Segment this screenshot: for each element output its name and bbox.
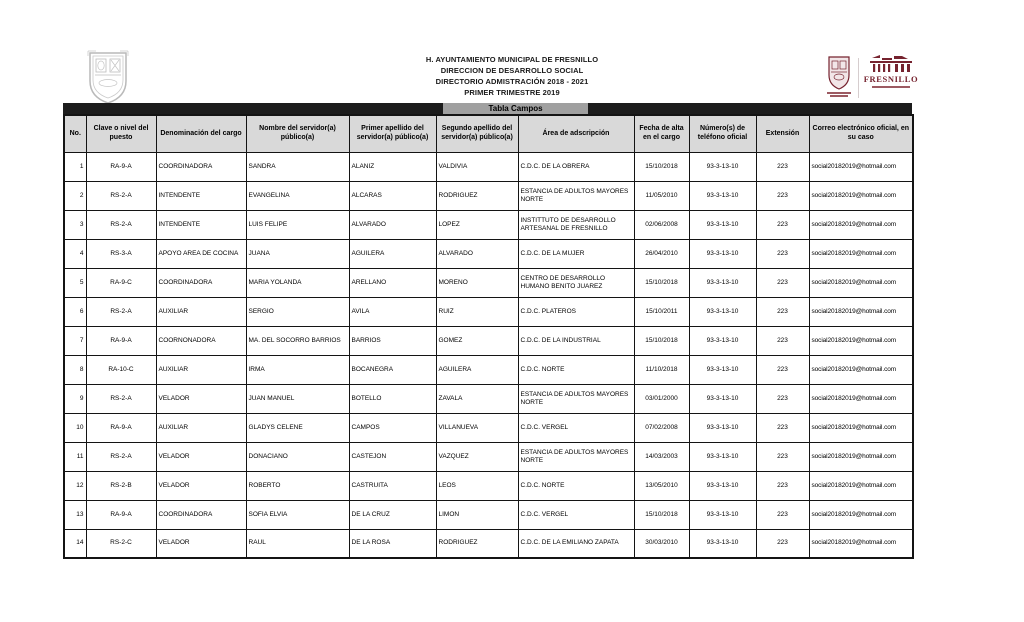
table-cell: 93-3-13-10 [689, 413, 756, 442]
table-row [64, 529, 913, 558]
table-cell: RS-2-B [86, 471, 156, 500]
table-cell: GLADYS CELENE [246, 413, 349, 442]
table-cell: RS-2-A [86, 384, 156, 413]
table-cell: BOTELLO [349, 384, 436, 413]
table-cell: JUANA [246, 239, 349, 268]
table-cell: RS-2-A [86, 442, 156, 471]
table-cell: social20182019@hotmail.com [809, 500, 913, 529]
table-cell: RA-10-C [86, 355, 156, 384]
table-cell: C.D.C. DE LA INDUSTRIAL [518, 326, 634, 355]
table-cell: 93-3-13-10 [689, 384, 756, 413]
table-cell: RODRIGUEZ [436, 529, 518, 558]
table-cell: 15/10/2018 [634, 500, 689, 529]
table-cell: 223 [756, 384, 809, 413]
table-cell: GOMEZ [436, 326, 518, 355]
column-header: Correo electrónico oficial, en su caso [809, 115, 913, 152]
table-cell: 11 [64, 442, 86, 471]
table-cell: 93-3-13-10 [689, 326, 756, 355]
table-cell: social20182019@hotmail.com [809, 384, 913, 413]
table-cell: ESTANCIA DE ADULTOS MAYORES NORTE [518, 384, 634, 413]
table-cell: ROBERTO [246, 471, 349, 500]
table-cell: JUAN MANUEL [246, 384, 349, 413]
table-cell: INSTITTUTO DE DESARROLLO ARTESANAL DE FRESNILLO [518, 210, 634, 239]
table-cell: ALCARAS [349, 181, 436, 210]
table-cell: 15/10/2011 [634, 297, 689, 326]
table-row [64, 297, 913, 326]
table-cell: 13/05/2010 [634, 471, 689, 500]
table-row [64, 152, 913, 181]
table-cell: CAMPOS [349, 413, 436, 442]
header-logos [824, 55, 920, 107]
table-cell: LEOS [436, 471, 518, 500]
table-cell: RA-9-A [86, 326, 156, 355]
table-cell: COORDINADORA [156, 500, 246, 529]
table-cell: CASTEJON [349, 442, 436, 471]
table-cell: 5 [64, 268, 86, 297]
table-cell: BARRIOS [349, 326, 436, 355]
table-cell: 26/04/2010 [634, 239, 689, 268]
table-cell: 93-3-13-10 [689, 152, 756, 181]
column-header: Denominación del cargo [156, 115, 246, 152]
column-header: Clave o nivel del puesto [86, 115, 156, 152]
table-cell: DE LA CRUZ [349, 500, 436, 529]
table-cell: CASTRUITA [349, 471, 436, 500]
table-cell: ZAVALA [436, 384, 518, 413]
table-cell: VELADOR [156, 384, 246, 413]
table-cell: 223 [756, 355, 809, 384]
crest-caption-line [830, 95, 848, 97]
table-cell: 15/10/2018 [634, 326, 689, 355]
table-row [64, 442, 913, 471]
table-cell: RS-2-A [86, 210, 156, 239]
column-header: Extensión [756, 115, 809, 152]
table-cell: MORENO [436, 268, 518, 297]
table-cell: social20182019@hotmail.com [809, 326, 913, 355]
table-cell: AUXILIAR [156, 297, 246, 326]
table-cell: ALVARADO [349, 210, 436, 239]
table-row [64, 210, 913, 239]
table-cell: AUXILIAR [156, 355, 246, 384]
table-cell: 223 [756, 413, 809, 442]
column-header: Fecha de alta en el cargo [634, 115, 689, 152]
table-cell: 14/03/2003 [634, 442, 689, 471]
table-cell: BOCANEGRA [349, 355, 436, 384]
column-header: Nombre del servidor(a) público(a) [246, 115, 349, 152]
table-cell: LUIS FELIPE [246, 210, 349, 239]
table-cell: social20182019@hotmail.com [809, 239, 913, 268]
table-cell: 10 [64, 413, 86, 442]
table-cell: 9 [64, 384, 86, 413]
table-cell: 93-3-13-10 [689, 500, 756, 529]
table-cell: ALANIZ [349, 152, 436, 181]
directory-table [63, 114, 914, 559]
table-cell: SOFIA ELVIA [246, 500, 349, 529]
table-cell: LOPEZ [436, 210, 518, 239]
table-cell: 223 [756, 181, 809, 210]
table-cell: 223 [756, 529, 809, 558]
table-cell: 03/01/2000 [634, 384, 689, 413]
table-cell: 93-3-13-10 [689, 529, 756, 558]
table-cell: 3 [64, 210, 86, 239]
fresnillo-crest-icon [824, 55, 854, 105]
column-header: No. [64, 115, 86, 152]
table-cell: SERGIO [246, 297, 349, 326]
table-cell: INTENDENTE [156, 181, 246, 210]
table-cell: COORDINADORA [156, 152, 246, 181]
table-cell: COORNONADORA [156, 326, 246, 355]
table-cell: DE LA ROSA [349, 529, 436, 558]
table-cell: 93-3-13-10 [689, 181, 756, 210]
table-cell: 223 [756, 152, 809, 181]
title-line-1: H. AYUNTAMIENTO MUNICIPAL DE FRESNILLO [425, 55, 599, 64]
table-cell: 223 [756, 239, 809, 268]
table-cell: DONACIANO [246, 442, 349, 471]
table-cell: social20182019@hotmail.com [809, 529, 913, 558]
table-cell: C.D.C. DE LA MUJER [518, 239, 634, 268]
table-cell: 93-3-13-10 [689, 471, 756, 500]
table-cell: VALDIVIA [436, 152, 518, 181]
fresnillo-building-icon [868, 55, 914, 73]
table-row [64, 268, 913, 297]
table-cell: RS-2-A [86, 297, 156, 326]
table-cell: 02/06/2008 [634, 210, 689, 239]
table-cell: ARELLANO [349, 268, 436, 297]
table-cell: SANDRA [246, 152, 349, 181]
table-caption: Tabla Campos [443, 103, 588, 114]
fresnillo-wordmark: FRESNILLO [863, 74, 919, 84]
column-header: Número(s) de teléfono oficial [689, 115, 756, 152]
table-cell: C.D.C. VERGEL [518, 500, 634, 529]
table-cell: 93-3-13-10 [689, 355, 756, 384]
table-cell: IRMA [246, 355, 349, 384]
table-cell: social20182019@hotmail.com [809, 152, 913, 181]
table-cell: 223 [756, 210, 809, 239]
table-cell: 12 [64, 471, 86, 500]
table-cell: RS-2-A [86, 181, 156, 210]
table-cell: social20182019@hotmail.com [809, 471, 913, 500]
table-cell: social20182019@hotmail.com [809, 268, 913, 297]
table-cell: 15/10/2018 [634, 268, 689, 297]
table-cell: 223 [756, 268, 809, 297]
table-row [64, 355, 913, 384]
table-row [64, 413, 913, 442]
table-cell: 13 [64, 500, 86, 529]
table-cell: COORDINADORA [156, 268, 246, 297]
table-cell: 223 [756, 500, 809, 529]
table-cell: VELADOR [156, 529, 246, 558]
table-cell: 11/05/2010 [634, 181, 689, 210]
table-cell: social20182019@hotmail.com [809, 181, 913, 210]
table-row [64, 384, 913, 413]
table-cell: ESTANCIA DE ADULTOS MAYORES NORTE [518, 442, 634, 471]
column-header: Área de adscripción [518, 115, 634, 152]
table-cell: RA-9-C [86, 268, 156, 297]
table-cell: AGUILERA [436, 355, 518, 384]
directory-table-container [63, 114, 912, 559]
table-cell: EVANGELINA [246, 181, 349, 210]
table-cell: 223 [756, 326, 809, 355]
table-cell: AVILA [349, 297, 436, 326]
logo-divider [858, 58, 859, 98]
column-header: Primer apellido del servidor(a) público(a) [349, 115, 436, 152]
table-cell: social20182019@hotmail.com [809, 297, 913, 326]
table-header-row [64, 115, 913, 152]
table-cell: 6 [64, 297, 86, 326]
table-cell: APOYO AREA DE COCINA [156, 239, 246, 268]
table-cell: RUIZ [436, 297, 518, 326]
table-caption-bar [63, 103, 912, 114]
table-cell: AGUILERA [349, 239, 436, 268]
table-cell: C.D.C. NORTE [518, 471, 634, 500]
table-cell: 93-3-13-10 [689, 239, 756, 268]
table-cell: MA. DEL SOCORRO BARRIOS [246, 326, 349, 355]
table-row [64, 500, 913, 529]
table-cell: 93-3-13-10 [689, 268, 756, 297]
table-cell: ALVARADO [436, 239, 518, 268]
table-row [64, 181, 913, 210]
table-cell: 93-3-13-10 [689, 442, 756, 471]
crest-caption-line [827, 92, 851, 94]
table-cell: RA-9-A [86, 500, 156, 529]
table-cell: social20182019@hotmail.com [809, 442, 913, 471]
table-cell: 30/03/2010 [634, 529, 689, 558]
table-cell: RODRIGUEZ [436, 181, 518, 210]
title-line-4: PRIMER TRIMESTRE 2019 [464, 88, 560, 97]
table-cell: C.D.C. DE LA OBRERA [518, 152, 634, 181]
table-cell: social20182019@hotmail.com [809, 413, 913, 442]
table-cell: LIMON [436, 500, 518, 529]
table-cell: 15/10/2018 [634, 152, 689, 181]
fresnillo-tagline-line [872, 86, 910, 88]
table-cell: C.D.C. VERGEL [518, 413, 634, 442]
table-cell: 223 [756, 442, 809, 471]
table-cell: RA-9-A [86, 413, 156, 442]
table-cell: social20182019@hotmail.com [809, 210, 913, 239]
table-cell: VELADOR [156, 442, 246, 471]
table-cell: 14 [64, 529, 86, 558]
table-cell: RA-9-A [86, 152, 156, 181]
table-cell: 93-3-13-10 [689, 297, 756, 326]
table-row [64, 239, 913, 268]
table-cell: 93-3-13-10 [689, 210, 756, 239]
table-cell: 2 [64, 181, 86, 210]
table-cell: 11/10/2018 [634, 355, 689, 384]
table-cell: RS-3-A [86, 239, 156, 268]
table-cell: RAUL [246, 529, 349, 558]
fresnillo-logo [863, 55, 919, 88]
column-header: Segundo apellido del servidor(a) público(a) [436, 115, 518, 152]
table-cell: 1 [64, 152, 86, 181]
table-cell: AUXILIAR [156, 413, 246, 442]
table-cell: VAZQUEZ [436, 442, 518, 471]
title-line-2: DIRECCION DE DESARROLLO SOCIAL [440, 66, 584, 75]
table-cell: C.D.C. PLATEROS [518, 297, 634, 326]
table-row [64, 326, 913, 355]
table-cell: VILLANUEVA [436, 413, 518, 442]
table-cell: 8 [64, 355, 86, 384]
table-cell: 7 [64, 326, 86, 355]
table-cell: C.D.C. DE LA EMILIANO ZAPATA [518, 529, 634, 558]
table-cell: ESTANCIA DE ADULTOS MAYORES NORTE [518, 181, 634, 210]
table-cell: social20182019@hotmail.com [809, 355, 913, 384]
table-cell: 4 [64, 239, 86, 268]
table-cell: 07/02/2008 [634, 413, 689, 442]
title-line-3: DIRECTORIO ADMISTRACIÓN 2018 - 2021 [435, 77, 589, 86]
table-cell: C.D.C. NORTE [518, 355, 634, 384]
table-body [64, 152, 913, 558]
table-cell: RS-2-C [86, 529, 156, 558]
table-cell: 223 [756, 471, 809, 500]
table-cell: 223 [756, 297, 809, 326]
table-cell: MARIA YOLANDA [246, 268, 349, 297]
table-cell: CENTRO DE DESARROLLO HUMANO BENITO JUAREZ [518, 268, 634, 297]
table-cell: VELADOR [156, 471, 246, 500]
table-cell: INTENDENTE [156, 210, 246, 239]
table-row [64, 471, 913, 500]
